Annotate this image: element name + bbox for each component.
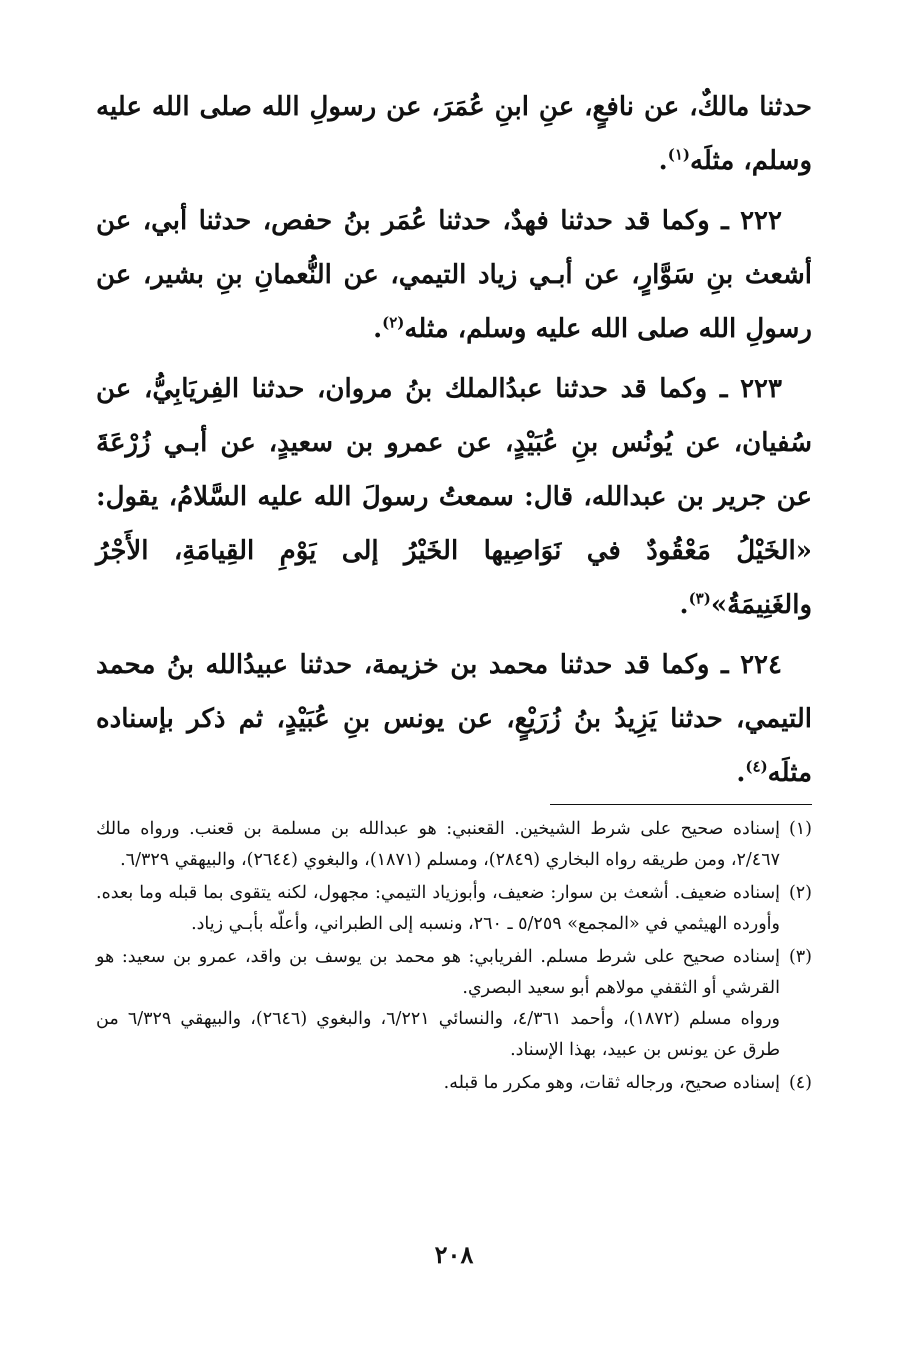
footnote-3	[96, 942, 812, 1066]
paragraph-text: ٢٢٤ ـ وكما قد حدثنا محمد بن خزيمة، حدثنا عبيدُالله بنُ محمد التيمي، حدثنا يَزِيدُ بنُ زُرَيْعٍ، عن يونس بنِ عُبَيْدٍ، ثم ذكر بإسناده مثلَه	[96, 650, 812, 788]
paragraph-end: .	[679, 590, 689, 620]
footnote-text: إسناده صحيح على شرط مسلم. الفريابي: هو محمد بن يوسف بن واقد، عمرو بن سعيد: هو القرشي أو الثقفي مولاهم أبو سعيد البصري.	[96, 947, 780, 998]
footnote-4	[96, 1068, 812, 1099]
paragraph-hadith-223	[96, 362, 812, 632]
footnote-text: إسناده صحيح على شرط الشيخين. القعنبي: هو عبدالله بن مسلمة بن قعنب. ورواه مالك ٢/٤٦٧، ومن طريقه رواه البخاري (٢٨٤٩)، ومسلم (١٨٧١)، والبغوي (٢٦٤٤)، والبيهقي ٦/٣٢٩.	[96, 819, 780, 870]
footnote-number: (٢)	[788, 883, 812, 903]
paragraph-hadith-222	[96, 194, 812, 356]
footnote-reference: (٢)	[382, 313, 405, 332]
main-text	[96, 80, 812, 800]
paragraph-end: .	[736, 758, 746, 788]
footnote-number: (٤)	[788, 1073, 812, 1093]
paragraph-end: .	[658, 146, 668, 176]
footnote-body	[96, 942, 780, 1066]
footnote-separator	[550, 804, 812, 805]
paragraph-end: .	[373, 314, 383, 344]
footnote-1	[96, 814, 812, 876]
footnote-reference: (١)	[667, 145, 690, 164]
page-body	[96, 80, 812, 1367]
footnote-number: (١)	[788, 819, 812, 839]
footnote-body	[96, 1068, 780, 1099]
page-number: ٢٠٨	[434, 1240, 474, 1269]
footnote-text: إسناده ضعيف. أشعث بن سوار: ضعيف، وأبوزياد التيمي: مجهول، لكنه يتقوى بما قبله وما بعده. وأورده الهيثمي في «المجمع» ٥/٢٥٩ ـ ٢٦٠، ونسبه إلى الطبراني، وأعلّه بأبـي زياد.	[96, 883, 780, 934]
paragraph-continuation	[96, 80, 812, 188]
paragraph-text: حدثنا مالكٌ، عن نافعٍ، عنِ ابنِ عُمَرَ، عن رسولِ الله صلى الله عليه وسلم، مثلَه	[96, 92, 812, 176]
paragraph-text: ٢٢٣ ـ وكما قد حدثنا عبدُالملك بنُ مروان، حدثنا الفِريَابِيُّ، عن سُفيان، عن يُونُس بنِ عُبَيْدٍ، عن عمرو بن سعيدٍ، عن أبـي زُرْعَةَ عن جرير بن عبدالله، قال: سمعتُ رسولَ الله عليه السَّلامُ، يقول: «الخَيْلُ مَعْقُودٌ في نَوَاصِيها الخَيْرُ إلى يَوْمِ القِيامَةِ، الأَجْرُ والغَنِيمَةُ»	[96, 374, 812, 620]
footnote-reference: (٤)	[745, 757, 768, 776]
footnote-2	[96, 878, 812, 940]
paragraph-text: ٢٢٢ ـ وكما قد حدثنا فهدٌ، حدثنا عُمَر بنُ حفص، حدثنا أبي، عن أشعث بنِ سَوَّارٍ، عن أبـي زياد التيمي، عن النُّعمانِ بنِ بشير، عن رسولِ الله صلى الله عليه وسلم، مثله	[96, 206, 812, 344]
footnote-reference: (٣)	[688, 589, 711, 608]
footnote-body	[96, 878, 780, 940]
paragraph-hadith-224	[96, 638, 812, 800]
footnote-number: (٣)	[788, 947, 812, 967]
footnote-text: إسناده صحيح، ورجاله ثقات، وهو مكرر ما قبله.	[443, 1073, 780, 1093]
footnote-text: ورواه مسلم (١٨٧٢)، وأحمد ٤/٣٦١، والنسائي ٦/٢٢١، والبغوي (٢٦٤٦)، والبيهقي ٦/٣٢٩ من طرق عن يونس بن عبيد، بهذا الإسناد.	[96, 1009, 780, 1060]
footnote-body	[96, 814, 780, 876]
footnotes	[96, 814, 812, 1101]
